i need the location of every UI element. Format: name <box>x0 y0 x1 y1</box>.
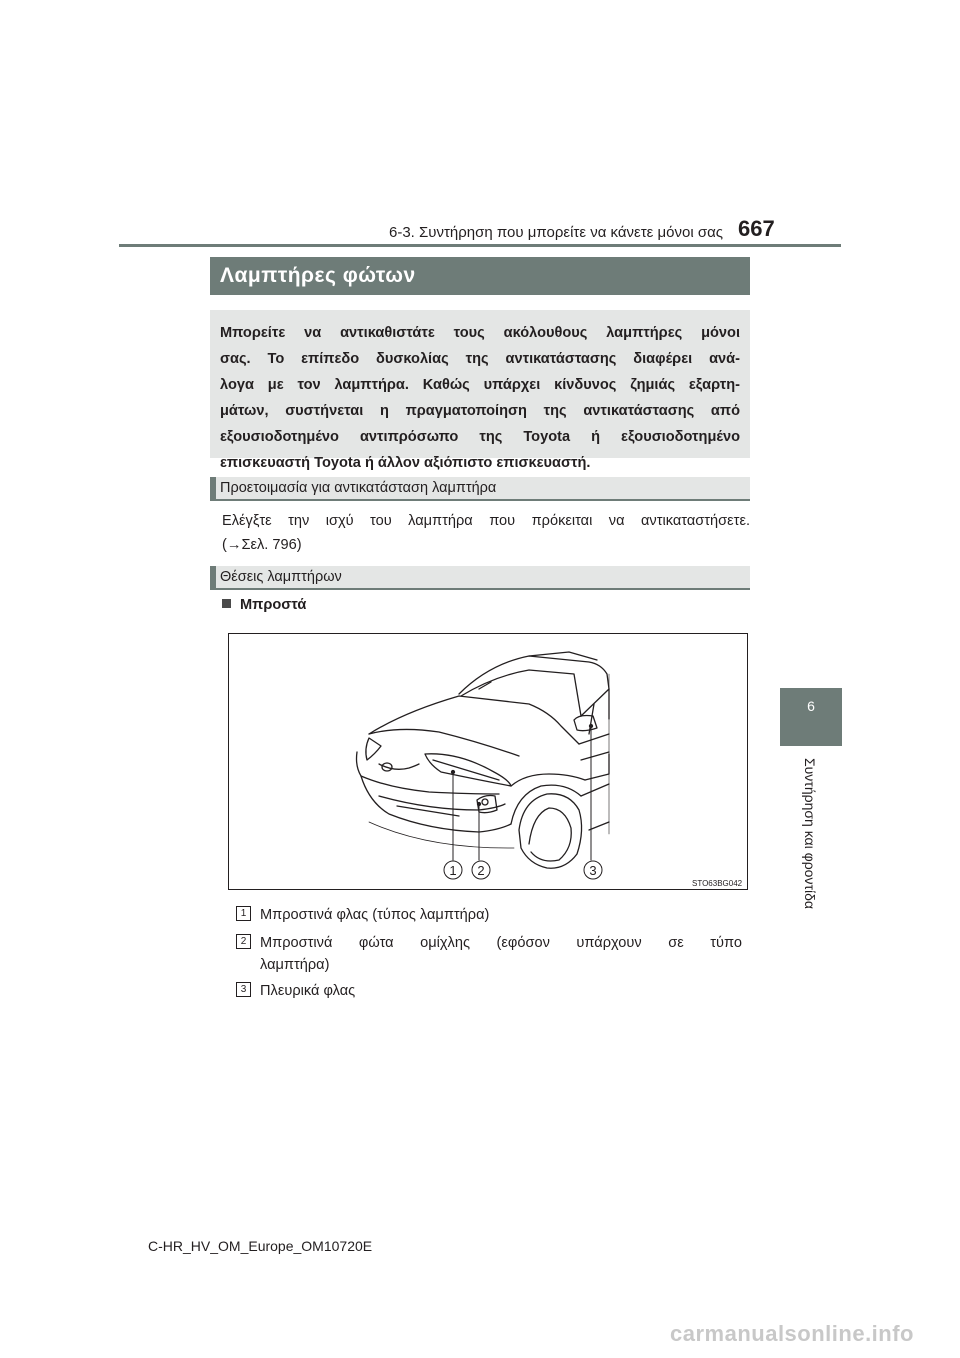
page-number: 667 <box>738 216 775 241</box>
square-bullet-icon <box>222 599 231 608</box>
legend-number: 1 <box>236 906 251 921</box>
callout-1: 1 <box>449 863 457 878</box>
intro-line: σας. Το επίπεδο δυσκολίας της αντικατάστασης διαφέρει ανά- <box>220 351 740 367</box>
figure-code: STO63BG042 <box>692 879 743 888</box>
chapter-number: 6 <box>807 698 815 714</box>
section-title: Λαμπτήρες φώτων <box>210 257 750 295</box>
chapter-title-vertical <box>780 758 842 958</box>
front-label <box>222 597 306 613</box>
legend-text: Μπροστινά φλας (τύπος λαμπτήρα) <box>260 907 490 923</box>
intro-line: μάτων, συστήνεται η πραγματοποίηση της αντικατάστασης από <box>220 403 740 419</box>
document-code-footer: C-HR_HV_OM_Europe_OM10720E <box>148 1238 373 1254</box>
front-label-text: Μπροστά <box>240 597 307 613</box>
running-header-section: 6-3. Συντήρηση που μπορείτε να κάνετε μόνοι σας <box>389 224 723 241</box>
legend-text-continued: λαμπτήρα) <box>260 957 330 973</box>
car-front-illustration <box>228 633 748 890</box>
intro-line: εξουσιοδοτημένο αντιπρόσωπο της Toyota ή εξουσιοδοτημένο <box>220 429 740 445</box>
positions-heading: Θέσεις λαμπτήρων <box>210 566 750 590</box>
callout-3: 3 <box>589 863 597 878</box>
car-front-drawing <box>229 634 746 888</box>
legend-number: 2 <box>236 934 251 949</box>
intro-line: λογα με τον λαμπτήρα. Καθώς υπάρχει κίνδυνος ζημιάς εξαρτη- <box>220 377 740 393</box>
legend-text: Μπροστινά φώτα ομίχλης (εφόσον υπάρχουν σε τύπο <box>260 935 742 951</box>
watermark: carmanualsonline.info <box>670 1321 914 1346</box>
legend-text: Πλευρικά φλας <box>260 983 356 999</box>
intro-line: Μπορείτε να αντικαθιστάτε τους ακόλουθους λαμπτήρες μόνοι <box>220 325 740 341</box>
intro-line: επισκευαστή Toyota ή άλλον αξιόπιστο επισκευαστή. <box>220 455 591 471</box>
prep-line-2: (→Σελ. 796) <box>222 537 302 553</box>
chapter-tab <box>780 688 842 746</box>
header-rule <box>119 244 841 247</box>
prep-heading: Προετοιμασία για αντικατάσταση λαμπτήρα <box>210 477 750 501</box>
chapter-title: Συντήρηση και φροντίδα <box>802 758 818 909</box>
intro-box <box>210 310 750 471</box>
callout-2: 2 <box>477 863 485 878</box>
prep-text <box>222 509 750 557</box>
prep-line-1: Ελέγξτε την ισχύ του λαμπτήρα που πρόκειται να αντικαταστήσετε. <box>222 513 750 529</box>
legend-number: 3 <box>236 982 251 997</box>
